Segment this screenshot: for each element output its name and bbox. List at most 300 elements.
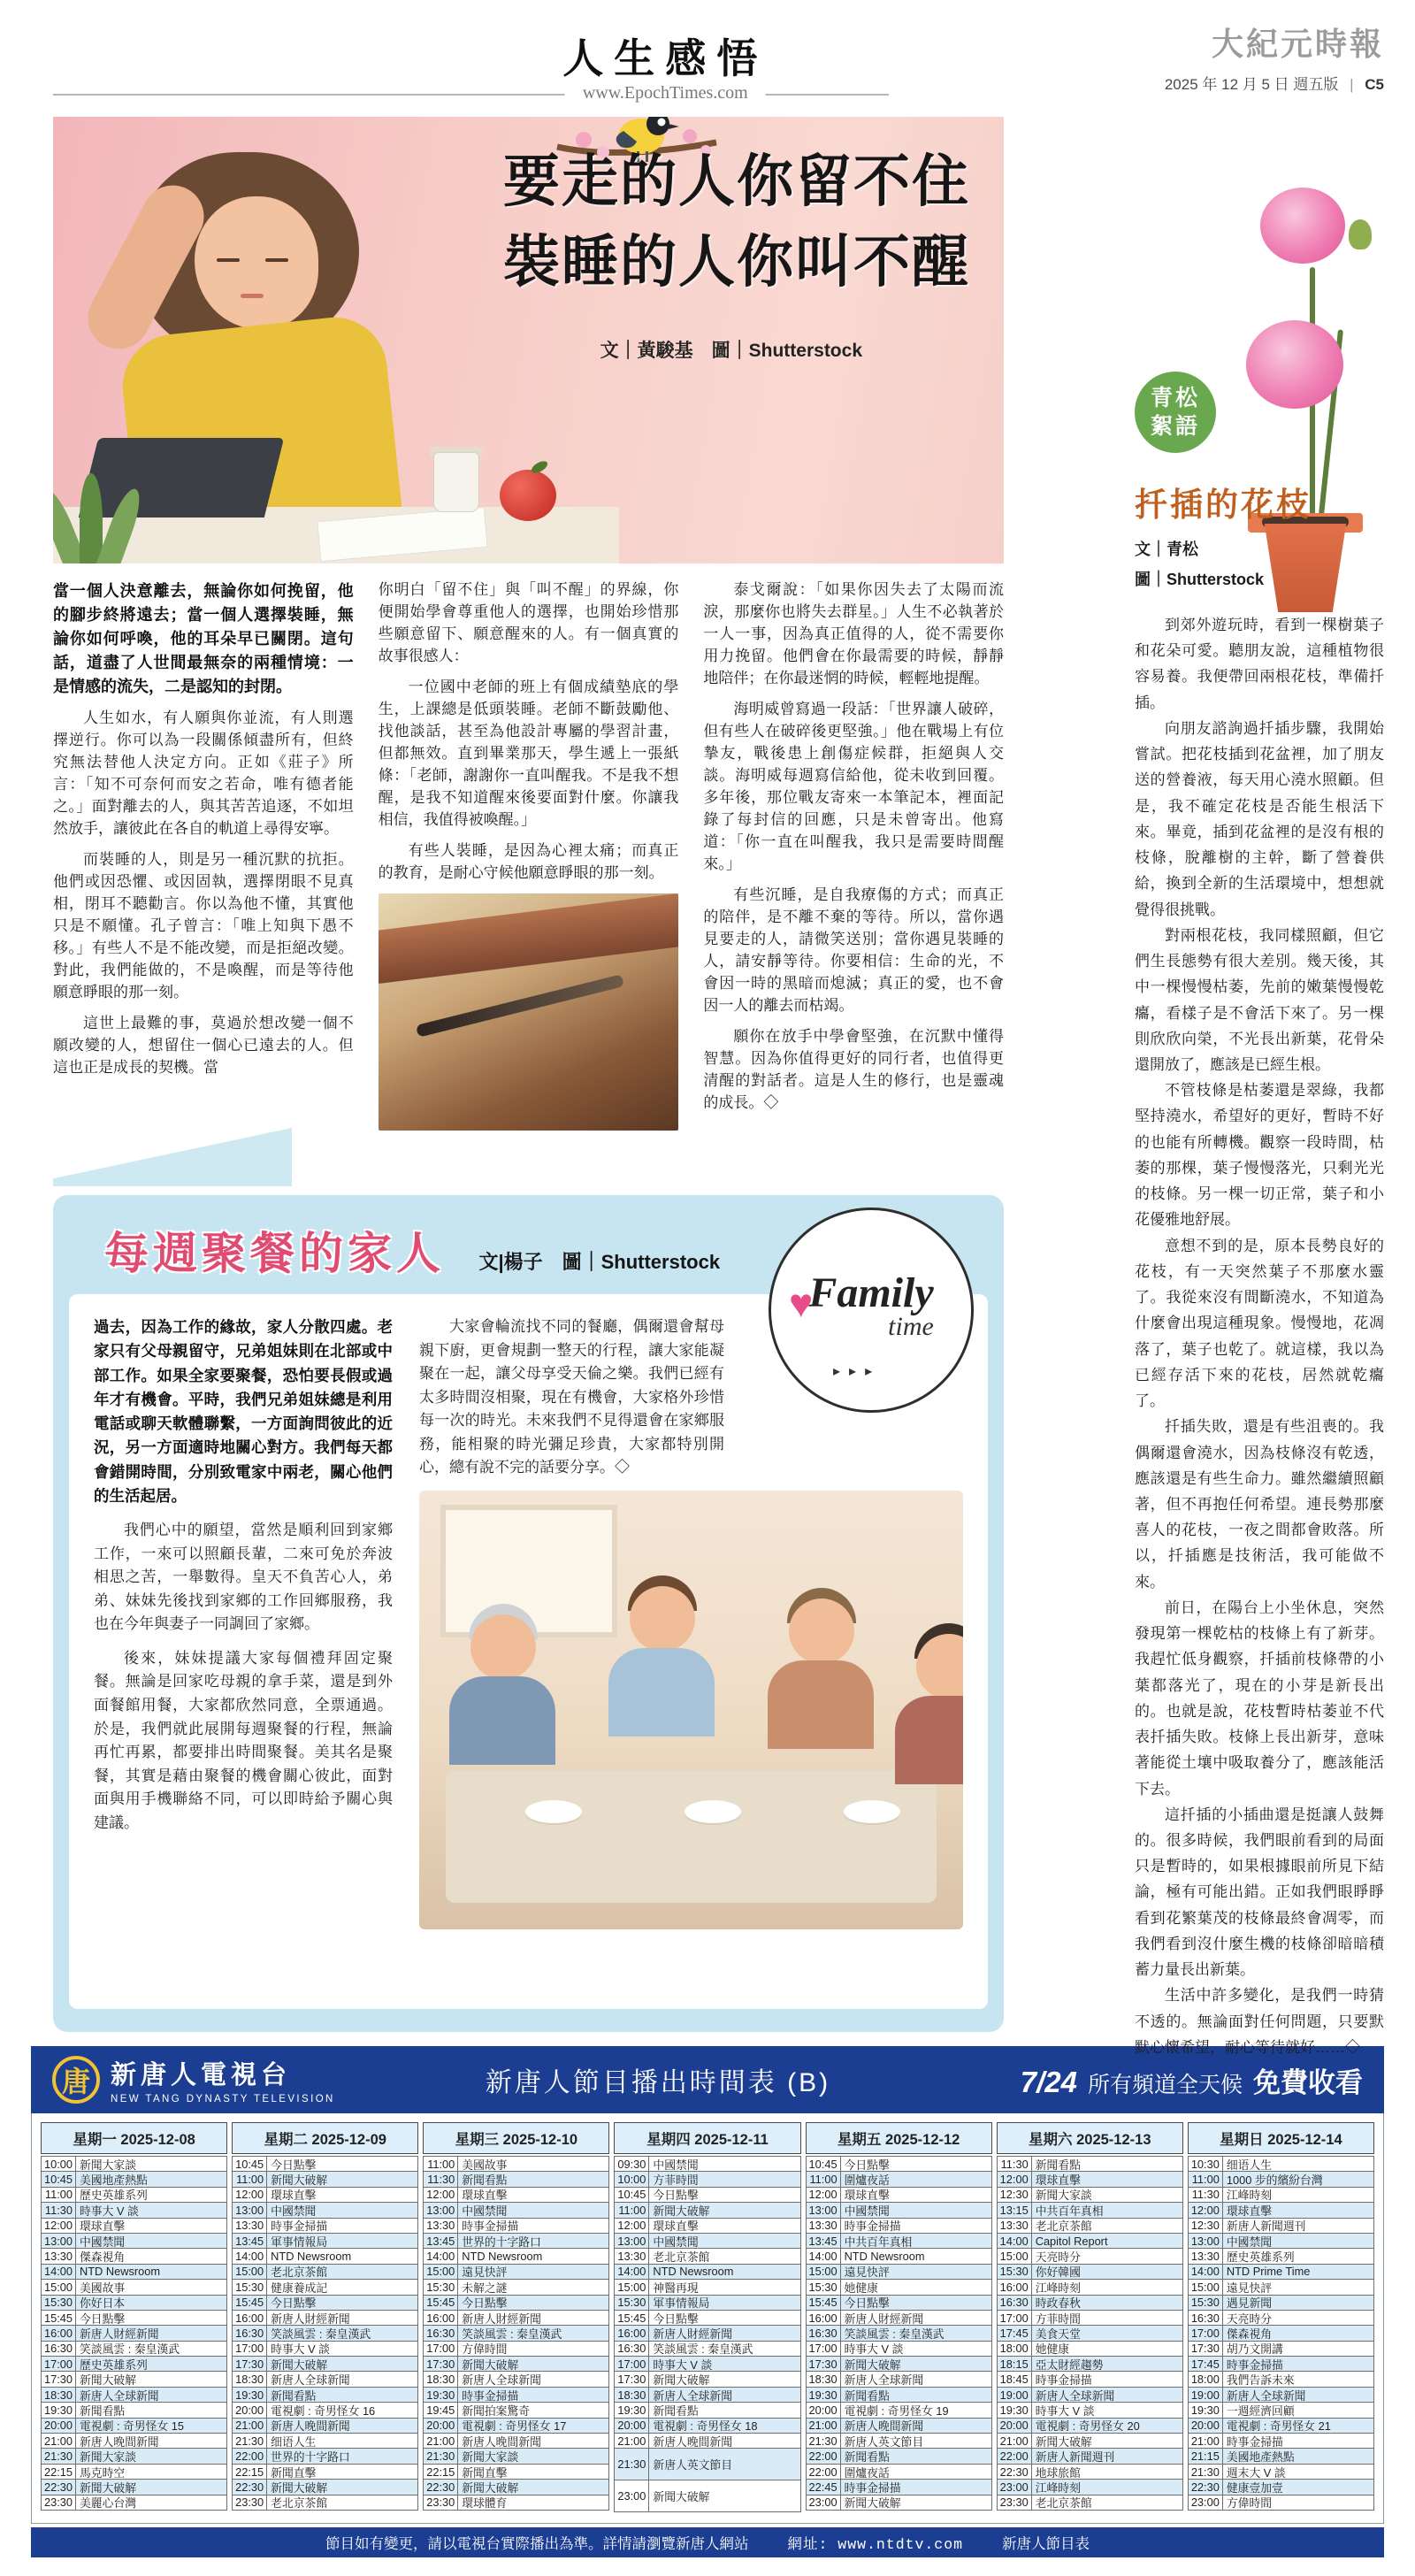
schedule-row xyxy=(614,2387,800,2403)
program-name: 今日點擊 xyxy=(653,2312,699,2326)
dinner-table xyxy=(446,1770,937,1903)
program-time: 15:45 xyxy=(807,2296,841,2310)
program-name: 新聞看點 xyxy=(462,2174,508,2188)
schedule-row xyxy=(614,2156,800,2172)
schedule-row xyxy=(997,2356,1183,2372)
program-name: 笑談風雲 : 秦皇漢武 xyxy=(80,2342,180,2357)
schedule-row xyxy=(997,2479,1183,2495)
program-name: 新唐人全球新聞 xyxy=(653,2388,732,2403)
program-name: 新唐人財經新聞 xyxy=(653,2327,732,2341)
paragraph: 人生如水，有人願與你並流，有人則選擇逆行。你可以為一段關係傾盡所有，但終究無法替他人決定方向。正如《莊子》所言：「知不可奈何而安之若命，唯有德者能之。」面對離去的人，與其苦苦追逐，不如坦然放手，讓彼此在各自的軌道上尋得安寧。 xyxy=(53,709,354,837)
schedule-row xyxy=(806,2341,992,2357)
schedule-row xyxy=(806,2202,992,2218)
program-name: 中國禁聞 xyxy=(462,2204,508,2218)
plant-decor xyxy=(53,473,149,564)
schedule-row xyxy=(41,2402,227,2418)
program-name: 電視劇 : 奇男怪女 21 xyxy=(1226,2419,1331,2434)
program-time: 13:30 xyxy=(42,2249,76,2263)
program-time: 15:00 xyxy=(42,2280,76,2294)
program-time: 13:15 xyxy=(998,2203,1032,2217)
schedule-row xyxy=(997,2310,1183,2326)
hero-banner xyxy=(53,117,1004,564)
article-title xyxy=(503,142,970,303)
program-name: 時政春秋 xyxy=(1035,2296,1081,2311)
paragraph: 海明威曾寫過一段話：「世界讓人破碎，但有些人在破碎後更堅強。」他在戰場上有位摯友，戰後患上創傷症候群，拒絕與人交談。海明威每週寫信給他，從未收到回覆。多年後，那位戰友寄來一本筆記本，裡面記錄了每封信的回應，只是未曾寄出。他寫道：「你一直在叫醒我，我只是需要時間醒來。」 xyxy=(703,700,1004,872)
program-time: 17:30 xyxy=(807,2357,841,2371)
paragraph: 前日，在陽台上小坐休息，突然發現第一棵乾枯的枝條上有了新芽。我趕忙低身觀察，扦插前枝條帶的小葉都落光了，現在的小芽是新長出的。也就是說，花枝暫時枯萎並不代表扦插失敗。枝條上長出新芽，意味著能從土壤中吸取養分了，應該能活下去。 xyxy=(1135,1598,1384,1798)
program-name: 美食天堂 xyxy=(1035,2327,1081,2341)
schedule-row xyxy=(806,2264,992,2280)
program-time: 11:30 xyxy=(998,2157,1032,2171)
schedule-row xyxy=(614,2295,800,2311)
schedule-row xyxy=(997,2433,1183,2449)
paragraph: 對兩根花枝，我同樣照顧，但它們生長態勢有很大差別。幾天後，其中一棵慢慢枯萎，先前的嫩葉慢慢乾癟，看樣子是不會活下來了。另一棵則欣欣向榮，不光長出新葉，花骨朵還開放了，應該是已經生根。 xyxy=(1135,926,1384,1073)
program-name: 新唐人晚間新聞 xyxy=(80,2434,159,2449)
schedule-row xyxy=(1188,2356,1374,2372)
paragraph: 一位國中老師的班上有個成績墊底的學生，上課總是低頭裝睡。老師不斷鼓勵他、找他談話，甚至為他設計專屬的學習計畫，但都無效。直到畢業那天，學生遞上一張紙條：「老師，謝謝你一直叫醒我。不是我不想醒，是我不知道醒來後要面對什麼。你讓我相信，我值得被喚醒。」 xyxy=(378,678,679,828)
program-time: 22:30 xyxy=(1189,2480,1223,2494)
schedule-row xyxy=(806,2402,992,2418)
schedule-row xyxy=(423,2341,609,2357)
schedule-row xyxy=(423,2279,609,2295)
article-column-2 xyxy=(379,579,679,1186)
ntd-logo-cn: 新唐人電視台 xyxy=(111,2061,292,2089)
woman-eye xyxy=(217,258,240,262)
program-name: 新聞大破解 xyxy=(844,2358,901,2372)
program-time: 13:45 xyxy=(233,2234,267,2248)
program-name: 笑談風雲 : 秦皇漢武 xyxy=(271,2327,371,2341)
article-body xyxy=(53,567,1004,1186)
program-name: 健康養成記 xyxy=(271,2281,328,2295)
program-time: 13:30 xyxy=(615,2249,649,2263)
program-time: 13:45 xyxy=(807,2234,841,2248)
program-time: 21:30 xyxy=(615,2449,649,2480)
program-name: 電視劇 : 奇男怪女 15 xyxy=(80,2419,185,2434)
promo-bold: 免費收看 xyxy=(1253,2066,1363,2098)
program-name: 新聞大破解 xyxy=(80,2373,136,2388)
program-name: 今日點擊 xyxy=(844,2158,890,2172)
program-time: 19:30 xyxy=(615,2403,649,2417)
program-name: 未解之謎 xyxy=(462,2281,508,2295)
schedule-row xyxy=(41,2171,227,2187)
schedule-row xyxy=(806,2433,992,2449)
program-time: 16:00 xyxy=(998,2280,1032,2294)
program-time: 12:00 xyxy=(615,2219,649,2233)
paragraph: 到郊外遊玩時，看到一棵樹葉子和花朵可愛。聽朋友說，這種植物很容易養。我便帶回兩根花枝，準備扦插。 xyxy=(1135,617,1384,711)
program-name: 新聞看點 xyxy=(653,2404,699,2418)
schedule-row xyxy=(997,2464,1183,2480)
program-time: 16:30 xyxy=(233,2326,267,2340)
program-name: 環球直擊 xyxy=(844,2189,890,2203)
schedule-row xyxy=(1188,2202,1374,2218)
program-name: 時事金掃描 xyxy=(1035,2373,1092,2388)
program-name: 1000 步的繽紛台灣 xyxy=(1226,2174,1323,2188)
schedule-row xyxy=(232,2218,418,2234)
schedule-row xyxy=(232,2202,418,2218)
schedule-row xyxy=(41,2371,227,2387)
schedule-row xyxy=(806,2248,992,2264)
program-time: 21:30 xyxy=(424,2449,458,2463)
program-time: 10:30 xyxy=(1189,2157,1223,2171)
program-time: 21:00 xyxy=(998,2434,1032,2448)
program-time: 20:00 xyxy=(233,2403,267,2417)
program-name: 新聞大破解 xyxy=(1035,2434,1092,2449)
program-name: 歷史英雄系列 xyxy=(80,2189,148,2203)
program-time: 21:00 xyxy=(233,2419,267,2433)
day-header: 星期一 2025-12-08 xyxy=(41,2122,227,2154)
schedule-row xyxy=(997,2371,1183,2387)
program-name: 電視劇 : 奇男怪女 20 xyxy=(1035,2419,1140,2434)
program-name: 笑談風雲 : 秦皇漢武 xyxy=(844,2327,945,2341)
program-name: 老北京茶館 xyxy=(1035,2220,1092,2234)
program-name: 新聞看點 xyxy=(271,2388,317,2403)
family-logo-word1: Family xyxy=(808,1269,934,1316)
program-name: NTD Newsroom xyxy=(271,2250,352,2264)
schedule-row xyxy=(806,2218,992,2234)
badge-line1: 青松 xyxy=(1150,385,1200,410)
program-time: 19:30 xyxy=(807,2388,841,2402)
program-time: 15:00 xyxy=(807,2265,841,2279)
schedule-row xyxy=(41,2418,227,2434)
program-time: 12:30 xyxy=(998,2188,1032,2202)
program-time: 21:30 xyxy=(233,2434,267,2448)
family-title: 每週聚餐的家人 xyxy=(104,1229,445,1278)
sidebar-byline xyxy=(1135,534,1264,594)
program-time: 22:15 xyxy=(424,2465,458,2479)
schedule-row xyxy=(1188,2310,1374,2326)
program-name: 新聞大破解 xyxy=(653,2490,710,2504)
program-name: 中國禁聞 xyxy=(653,2158,699,2172)
program-time: 18:00 xyxy=(1189,2372,1223,2386)
program-name: 中國禁聞 xyxy=(844,2204,890,2218)
program-time: 15:00 xyxy=(1189,2280,1223,2294)
program-name: 新聞大家談 xyxy=(80,2158,136,2172)
program-time: 14:00 xyxy=(42,2265,76,2279)
schedule-row xyxy=(806,2448,992,2464)
program-name: 今日點擊 xyxy=(271,2158,317,2172)
program-name: 新唐人全球新聞 xyxy=(80,2388,159,2403)
schedule-row xyxy=(232,2264,418,2280)
program-name: 時事金掃描 xyxy=(1226,2358,1283,2372)
schedule-row xyxy=(423,2156,609,2172)
schedule-row xyxy=(41,2218,227,2234)
schedule-row xyxy=(1188,2418,1374,2434)
schedule-row xyxy=(232,2187,418,2203)
program-time: 18:15 xyxy=(998,2357,1032,2371)
schedule-row xyxy=(806,2310,992,2326)
ntd-logo-en: NEW TANG DYNASTY TELEVISION xyxy=(111,2094,335,2104)
program-name: 细语人生 xyxy=(1226,2158,1273,2172)
program-time: 23:00 xyxy=(615,2480,649,2511)
person-body xyxy=(895,1696,963,1784)
program-name: 遠見快評 xyxy=(1226,2281,1273,2295)
promo-text: 所有頻道全天候 xyxy=(1087,2072,1243,2097)
schedule-row xyxy=(614,2433,800,2449)
rose-flower xyxy=(1246,320,1343,409)
schedule-row xyxy=(232,2464,418,2480)
schedule-row xyxy=(232,2402,418,2418)
program-time: 16:00 xyxy=(424,2311,458,2325)
schedule-row xyxy=(41,2341,227,2357)
program-name: 新聞看點 xyxy=(844,2388,890,2403)
program-time: 20:00 xyxy=(424,2419,458,2433)
program-time: 19:30 xyxy=(424,2388,458,2402)
program-name: 環球直擊 xyxy=(653,2220,699,2234)
paragraph: 泰戈爾說：「如果你因失去了太陽而流淚，那麼你也將失去群星。」人生不必執著於一人一事，因為真正值得的人，從不需要你用力挽留。他們會在你最需要的時候，靜靜地陪伴；在你最迷惘的時候，輕輕地提醒。 xyxy=(703,581,1004,686)
program-name: 新唐人財經新聞 xyxy=(271,2312,350,2326)
program-time: 19:30 xyxy=(1189,2403,1223,2417)
program-name: 健康壹加壹 xyxy=(1226,2480,1283,2495)
program-time: 14:00 xyxy=(807,2249,841,2263)
program-time: 11:00 xyxy=(807,2172,841,2186)
schedule-row xyxy=(423,2264,609,2280)
badge-line2: 絮語 xyxy=(1150,414,1200,439)
pen-shape xyxy=(416,974,624,1038)
program-time: 16:00 xyxy=(807,2311,841,2325)
schedule-row xyxy=(997,2156,1183,2172)
program-time: 22:30 xyxy=(424,2480,458,2494)
schedule-row xyxy=(1188,2402,1374,2418)
schedule-row xyxy=(806,2479,992,2495)
person-body xyxy=(768,1660,874,1749)
program-name: 時事金掃描 xyxy=(462,2388,519,2403)
schedule-row xyxy=(41,2310,227,2326)
ntd-logo xyxy=(52,2055,335,2104)
program-time: 15:45 xyxy=(424,2296,458,2310)
program-name: 中國禁聞 xyxy=(80,2235,126,2249)
program-time: 23:00 xyxy=(1189,2496,1223,2510)
schedule-row xyxy=(614,2371,800,2387)
program-name: 我們告訴未來 xyxy=(1226,2373,1295,2388)
program-time: 22:00 xyxy=(807,2465,841,2479)
program-name: 新聞看點 xyxy=(80,2404,126,2418)
ntd-logo-icon: 唐 xyxy=(52,2056,100,2104)
program-time: 22:45 xyxy=(807,2480,841,2494)
schedule-row xyxy=(41,2464,227,2480)
program-name: 新聞大破解 xyxy=(271,2174,328,2188)
program-time: 12:00 xyxy=(1189,2203,1223,2217)
schedule-row xyxy=(614,2187,800,2203)
schedule-row xyxy=(41,2264,227,2280)
program-time: 21:00 xyxy=(1189,2434,1223,2448)
website-url[interactable]: www.EpochTimes.com xyxy=(565,83,766,104)
schedule-row xyxy=(232,2325,418,2341)
schedule-row xyxy=(232,2310,418,2326)
schedule-row xyxy=(806,2495,992,2511)
day-header: 星期二 2025-12-09 xyxy=(232,2122,418,2154)
schedule-row xyxy=(997,2171,1183,2187)
schedule-row xyxy=(232,2233,418,2249)
program-name: 圍爐夜話 xyxy=(844,2174,890,2188)
schedule-row xyxy=(423,2171,609,2187)
family-time-logo xyxy=(769,1208,974,1413)
program-time: 13:00 xyxy=(1189,2234,1223,2248)
program-name: 時事金掃描 xyxy=(844,2220,901,2234)
schedule-row xyxy=(997,2402,1183,2418)
program-time: 21:15 xyxy=(1189,2449,1223,2463)
article-column-3 xyxy=(703,579,1004,1186)
program-name: 新聞大破解 xyxy=(462,2358,519,2372)
program-name: NTD Newsroom xyxy=(653,2265,734,2279)
plate xyxy=(685,1800,741,1823)
schedule-row xyxy=(423,2310,609,2326)
program-name: 新聞大破解 xyxy=(80,2480,136,2495)
program-name: Capitol Report xyxy=(1035,2234,1108,2248)
program-time: 11:00 xyxy=(615,2203,649,2217)
schedule-row xyxy=(232,2433,418,2449)
program-time: 17:30 xyxy=(1189,2342,1223,2356)
schedule-row xyxy=(614,2218,800,2234)
program-name: 美國故事 xyxy=(462,2158,508,2172)
schedule-day-column xyxy=(232,2122,418,2512)
schedule-row xyxy=(806,2356,992,2372)
tv-footer-url[interactable]: 網址: www.ntdtv.com xyxy=(787,2536,964,2554)
schedule-row xyxy=(1188,2495,1374,2511)
program-time: 14:00 xyxy=(998,2234,1032,2248)
program-time: 17:00 xyxy=(42,2357,76,2371)
program-time: 15:30 xyxy=(998,2265,1032,2279)
program-time: 14:00 xyxy=(233,2249,267,2263)
program-name: 中國禁聞 xyxy=(653,2235,699,2249)
program-time: 15:00 xyxy=(233,2265,267,2279)
day-header: 星期日 2025-12-14 xyxy=(1188,2122,1374,2154)
program-name: 笑談風雲 : 秦皇漢武 xyxy=(653,2342,753,2357)
program-name: 方偉時間 xyxy=(1226,2496,1273,2511)
program-time: 21:00 xyxy=(424,2434,458,2448)
flower-photo xyxy=(1225,134,1384,683)
rose-bud xyxy=(1349,219,1372,249)
schedule-row xyxy=(997,2187,1183,2203)
woman-mouth xyxy=(241,294,264,298)
program-time: 23:30 xyxy=(424,2496,458,2510)
person-body xyxy=(449,1676,555,1765)
program-name: 新聞大破解 xyxy=(653,2204,710,2218)
schedule-row xyxy=(806,2279,992,2295)
schedule-row xyxy=(1188,2187,1374,2203)
program-name: 時事金掃描 xyxy=(462,2220,519,2234)
page-number: C5 xyxy=(1365,76,1384,93)
schedule-row xyxy=(41,2448,227,2464)
tv-schedule-title: 新唐人節目播出時間表 (B) xyxy=(485,2068,831,2097)
person-head xyxy=(789,1598,854,1664)
program-name: 新聞大破解 xyxy=(653,2373,710,2388)
schedule-row xyxy=(614,2356,800,2372)
program-time: 14:00 xyxy=(424,2249,458,2263)
schedule-row xyxy=(423,2433,609,2449)
program-time: 15:30 xyxy=(42,2296,76,2310)
schedule-row xyxy=(806,2171,992,2187)
program-name: 新唐人全球新聞 xyxy=(1035,2388,1115,2403)
program-time: 14:00 xyxy=(1189,2265,1223,2279)
schedule-row xyxy=(423,2325,609,2341)
program-name: 笑談風雲 : 秦皇漢武 xyxy=(462,2327,562,2341)
program-time: 16:30 xyxy=(807,2326,841,2340)
program-name: 新唐人新聞週刊 xyxy=(1035,2450,1115,2465)
program-time: 23:30 xyxy=(233,2496,267,2510)
program-time: 17:30 xyxy=(233,2357,267,2371)
program-name: 老北京茶館 xyxy=(271,2266,328,2280)
program-time: 16:30 xyxy=(998,2296,1032,2310)
program-time: 18:30 xyxy=(233,2372,267,2386)
schedule-row xyxy=(997,2341,1183,2357)
program-time: 18:45 xyxy=(998,2372,1032,2386)
program-name: 美國地產熱點 xyxy=(80,2174,148,2188)
birds-icon: ▸▸▸ xyxy=(833,1364,882,1379)
program-time: 11:30 xyxy=(42,2203,76,2217)
program-time: 18:30 xyxy=(615,2388,649,2402)
program-name: 環球體育 xyxy=(462,2496,508,2511)
date-separator: | xyxy=(1350,76,1354,93)
program-time: 19:00 xyxy=(1189,2388,1223,2402)
program-name: 天亮時分 xyxy=(1226,2312,1273,2326)
schedule-row xyxy=(1188,2387,1374,2403)
program-time: 19:30 xyxy=(233,2388,267,2402)
schedule-row xyxy=(1188,2248,1374,2264)
column-badge xyxy=(1135,372,1216,453)
program-name: 新唐人財經新聞 xyxy=(80,2327,159,2341)
program-name: 新聞直擊 xyxy=(271,2465,317,2480)
program-time: 11:00 xyxy=(233,2172,267,2186)
schedule-row xyxy=(806,2325,992,2341)
schedule-row xyxy=(423,2387,609,2403)
program-name: 她健康 xyxy=(1035,2342,1070,2357)
schedule-row xyxy=(806,2233,992,2249)
program-time: 18:00 xyxy=(998,2342,1032,2356)
paragraph: 有些沉睡，是自我療傷的方式；而真正的陪伴，是不離不棄的等待。所以，當你遇見要走的人，請微笑送別；當你遇見裝睡的人，請安靜等待。你要相信：生命的光，不會因一時的黑暗而熄滅；真正的愛，也不會因一人的離去而枯竭。 xyxy=(703,886,1004,1014)
schedule-row xyxy=(41,2202,227,2218)
schedule-row xyxy=(997,2495,1183,2511)
program-time: 16:30 xyxy=(615,2342,649,2356)
schedule-row xyxy=(806,2387,992,2403)
day-header: 星期五 2025-12-12 xyxy=(806,2122,992,2154)
program-name: 美麗心台灣 xyxy=(80,2496,136,2511)
schedule-row xyxy=(41,2387,227,2403)
date-text: 2025 年 12 月 5 日 週五版 xyxy=(1164,76,1339,93)
day-header: 星期六 2025-12-13 xyxy=(997,2122,1183,2154)
program-time: 13:30 xyxy=(807,2219,841,2233)
plate xyxy=(844,1800,900,1823)
program-time: 11:30 xyxy=(424,2172,458,2186)
program-time: 13:45 xyxy=(424,2234,458,2248)
program-name: 電視劇 : 奇男怪女 17 xyxy=(462,2419,567,2434)
program-time: 19:30 xyxy=(998,2403,1032,2417)
schedule-row xyxy=(1188,2479,1374,2495)
sidebar-article xyxy=(1135,117,1384,2056)
program-time: 13:30 xyxy=(998,2219,1032,2233)
schedule-row xyxy=(806,2371,992,2387)
program-time: 15:30 xyxy=(1189,2296,1223,2310)
program-time: 16:00 xyxy=(233,2311,267,2325)
program-time: 17:00 xyxy=(424,2342,458,2356)
program-name: 新唐人新聞週刊 xyxy=(1226,2220,1306,2234)
schedule-row xyxy=(614,2325,800,2341)
paragraph: 不管枝條是枯萎還是翠綠，我都堅持澆水，希望好的更好，暫時不好的也能有所轉機。觀察一段時間，枯萎的那棵，葉子慢慢落光，只剩光光的枝條。另一棵一切正常，葉子和小花優雅地舒展。 xyxy=(1135,1082,1384,1229)
program-time: 15:30 xyxy=(615,2296,649,2310)
schedule-row xyxy=(232,2387,418,2403)
program-name: NTD Newsroom xyxy=(462,2250,543,2264)
sidebar-credit: 圖｜Shutterstock xyxy=(1135,571,1265,589)
program-name: 美國地產熱點 xyxy=(1226,2450,1295,2465)
program-time: 16:30 xyxy=(424,2326,458,2340)
program-time: 22:00 xyxy=(233,2449,267,2463)
program-name: 時事大 V 談 xyxy=(844,2342,904,2357)
program-name: 今日點擊 xyxy=(462,2296,508,2311)
program-name: 今日點擊 xyxy=(653,2189,699,2203)
program-name: 軍事情報局 xyxy=(271,2235,328,2249)
program-name: 新唐人英文節目 xyxy=(653,2458,732,2472)
program-time: 15:00 xyxy=(998,2249,1032,2263)
article-byline: 文｜黃駿基 圖｜Shutterstock xyxy=(600,341,862,361)
